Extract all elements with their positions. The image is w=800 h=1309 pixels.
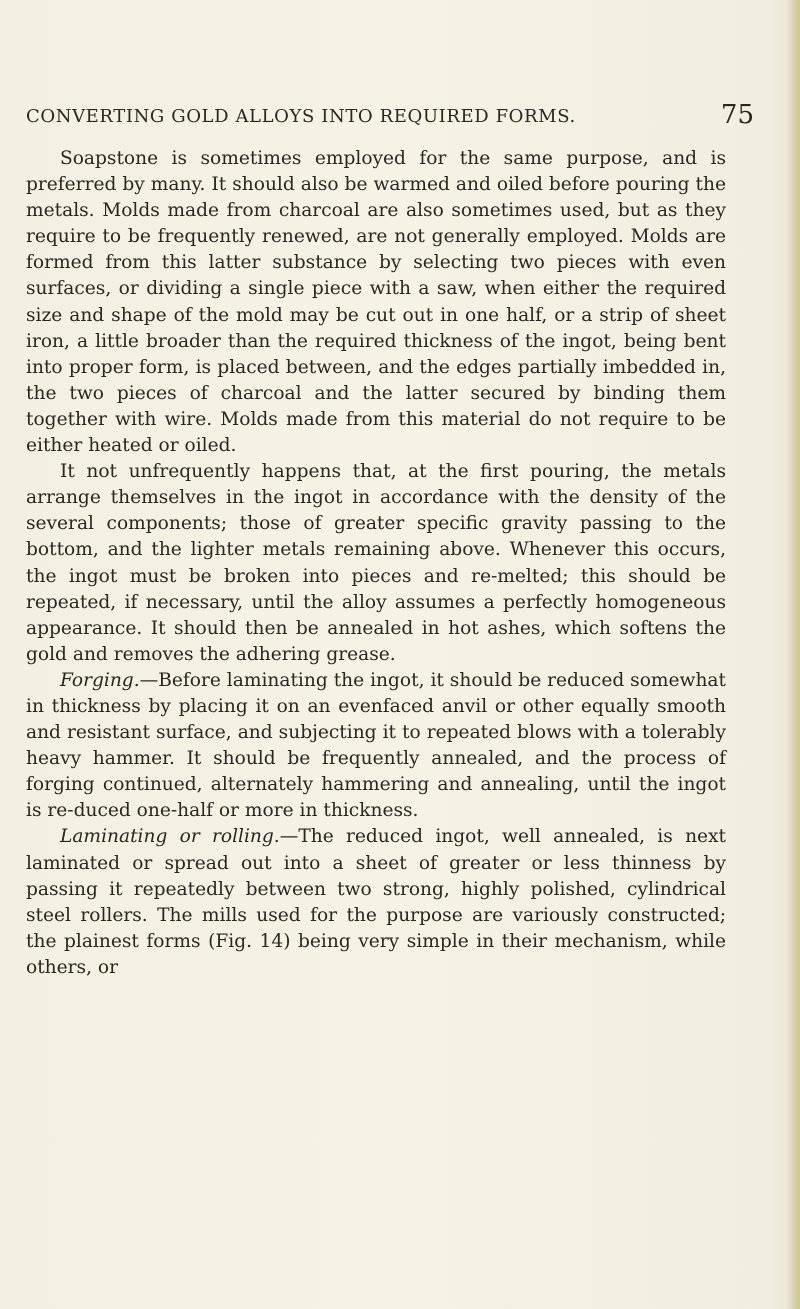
body-text [26, 146, 726, 981]
section-lead-laminating: Laminating or rolling. [60, 826, 280, 848]
paragraph-text: —Before laminating the ingot, it should be reduced somewhat in thickness by placing it on an evenfaced anvil or other equally smooth and resistant surface, and subjecting it to repeated blows with a tolerably heavy hammer. It should be frequently annealed, and the process of forging continued, alternately hammering and annealing, until the ingot is re-duced one-half or more in thickness. [26, 669, 726, 822]
paragraph-text: It not unfrequently happens that, at the first pouring, the metals arrange themselves in the ingot in accordance with the density of the several components; those of greater specific gravity passing to the bottom, and the lighter metals remaining above. Whenever this occurs, the ingot must be broken into pieces and re-melted; this should be repeated, if necessary, until the alloy assumes a perfectly homogeneous appearance. It should then be annealed in hot ashes, which softens the gold and removes the adhering grease. [26, 461, 726, 665]
paragraph-text: —The reduced ingot, well annealed, is next laminated or spread out into a sheet of greater or less thinness by passing it repeatedly between two strong, highly polished, cylindrical steel rollers. The mills used for the purpose are variously constructed; the plainest forms (Fig. 14) being very simple in their mechanism, while others, or [26, 826, 727, 978]
section-lead-forging: Forging. [60, 669, 140, 691]
page-edge [786, 0, 800, 1309]
paragraph-pouring [26, 459, 726, 668]
page-number: 75 [720, 100, 754, 130]
running-title: CONVERTING GOLD ALLOYS INTO REQUIRED FORMS. [26, 106, 576, 127]
paragraph-laminating [26, 824, 726, 981]
paragraph-forging [26, 668, 726, 825]
page-header [26, 100, 754, 136]
paragraph-soapstone [26, 146, 726, 459]
paragraph-text: Soapstone is sometimes employed for the same purpose, and is preferred by many. It should also be warmed and oiled before pouring the metals. Molds made from charcoal are also sometimes used, but as they require to be frequently renewed, are not generally employed. Molds are formed from this latter substance by selecting two pieces with even surfaces, or dividing a single piece with a saw, when either the required size and shape of the mold may be cut out in one half, or a strip of sheet iron, a little broader than the required thickness of the ingot, being bent into proper form, is placed between, and the edges partially imbedded in, the two pieces of charcoal and the latter secured by binding them together with wire. Molds made from this material do not require to be either heated or oiled. [26, 148, 726, 457]
